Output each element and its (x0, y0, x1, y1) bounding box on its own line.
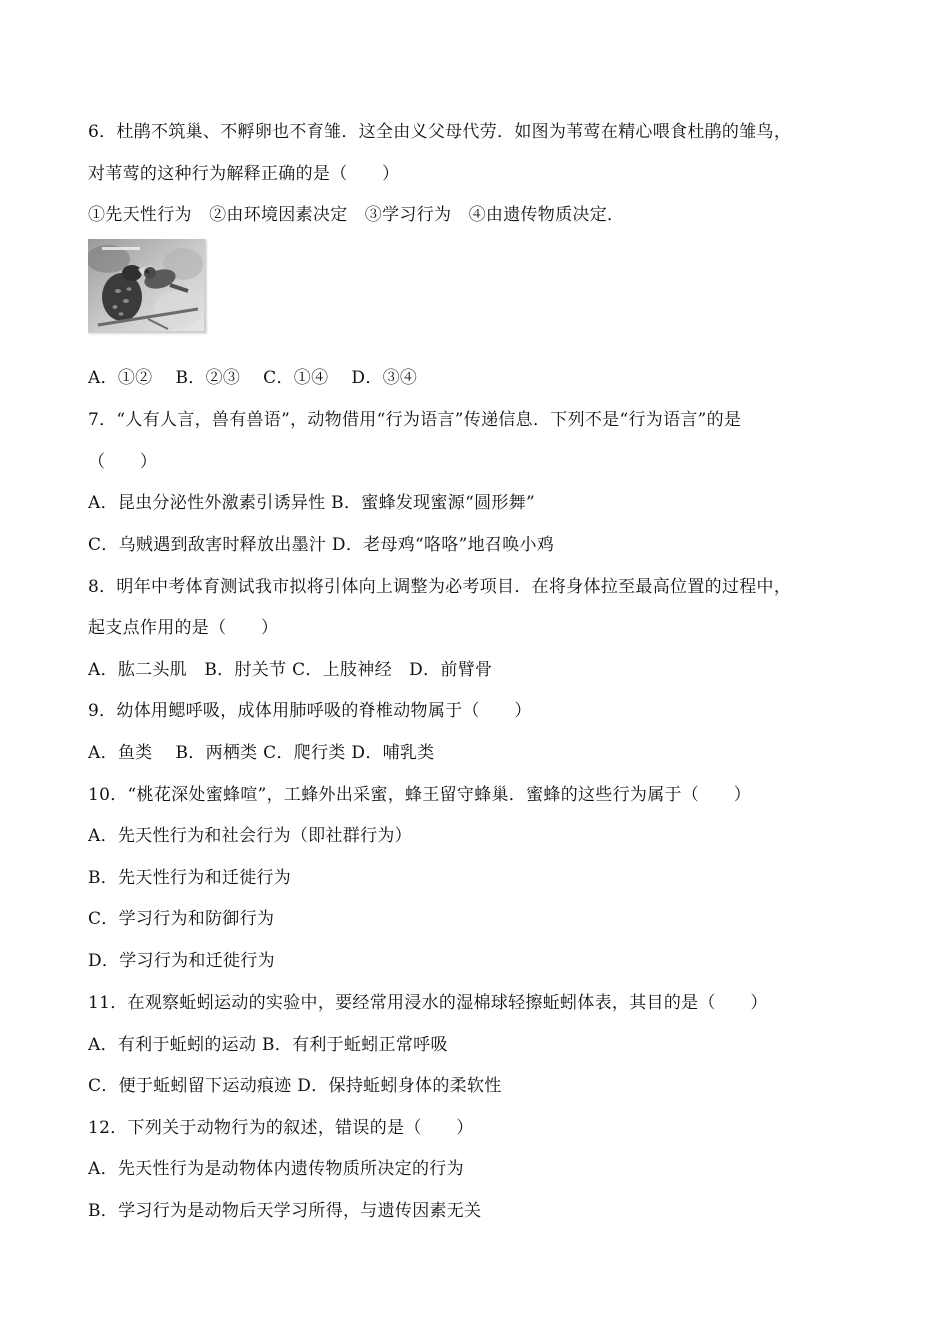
q6-stem-line-3: ①先天性行为 ②由环境因素决定 ③学习行为 ④由遗传物质决定． (88, 205, 625, 225)
q8-stem-line-1: 8．明年中考体育测试我市拟将引体向上调整为必考项目．在将身体拉至最高位置的过程中， (88, 577, 792, 597)
q10-option-a: A．先天性行为和社会行为（即社群行为） (88, 826, 412, 846)
q6-stem-line-2: 对苇莺的这种行为解释正确的是（ ） (88, 164, 400, 184)
q8-options: A．肱二头肌 B．肘关节 C．上肢神经 D．前臂骨 (88, 660, 493, 680)
q6-bird-photo (88, 239, 206, 333)
q10-option-b: B．先天性行为和迁徙行为 (88, 868, 292, 888)
q12-stem: 12．下列关于动物行为的叙述，错误的是（ ） (88, 1118, 474, 1138)
q10-option-d: D．学习行为和迁徙行为 (88, 951, 275, 971)
q9-stem: 9．幼体用鳃呼吸，成体用肺呼吸的脊椎动物属于（ ） (88, 701, 532, 721)
q8-stem-line-2: 起支点作用的是（ ） (88, 618, 279, 638)
q6-stem-line-1: 6．杜鹃不筑巢、不孵卵也不育雏．这全由义父母代劳．如图为苇莺在精心喂食杜鹃的雏鸟， (88, 122, 792, 142)
q12-option-b: B．学习行为是动物后天学习所得，与遗传因素无关 (88, 1201, 482, 1221)
q11-options-line-2: C．便于蚯蚓留下运动痕迹 D．保持蚯蚓身体的柔软性 (88, 1076, 502, 1096)
q10-option-c: C．学习行为和防御行为 (88, 909, 275, 929)
q7-stem-line-2: （ ） (88, 452, 158, 472)
q6-options: A．①② B．②③ C．①④ D．③④ (88, 368, 418, 388)
q9-options: A．鱼类 B．两栖类 C．爬行类 D．哺乳类 (88, 743, 435, 763)
q7-options-line-1: A．昆虫分泌性外激素引诱异性 B．蜜蜂发现蜜源“圆形舞” (88, 493, 535, 513)
q10-stem: 10．“桃花深处蜜蜂喧”，工蜂外出采蜜，蜂王留守蜂巢．蜜蜂的这些行为属于（ ） (88, 785, 752, 805)
q7-options-line-2: C．乌贼遇到敌害时释放出墨汁 D．老母鸡“咯咯”地召唤小鸡 (88, 535, 555, 555)
q12-option-a: A．先天性行为是动物体内遗传物质所决定的行为 (88, 1159, 464, 1179)
q11-options-line-1: A．有利于蚯蚓的运动 B．有利于蚯蚓正常呼吸 (88, 1035, 448, 1055)
q11-stem: 11．在观察蚯蚓运动的实验中，要经常用浸水的湿棉球轻擦蚯蚓体表，其目的是（ ） (88, 993, 768, 1013)
q7-stem-line-1: 7．“人有人言，兽有兽语”，动物借用“行为语言”传递信息．下列不是“行为语言”的是 (88, 410, 742, 430)
